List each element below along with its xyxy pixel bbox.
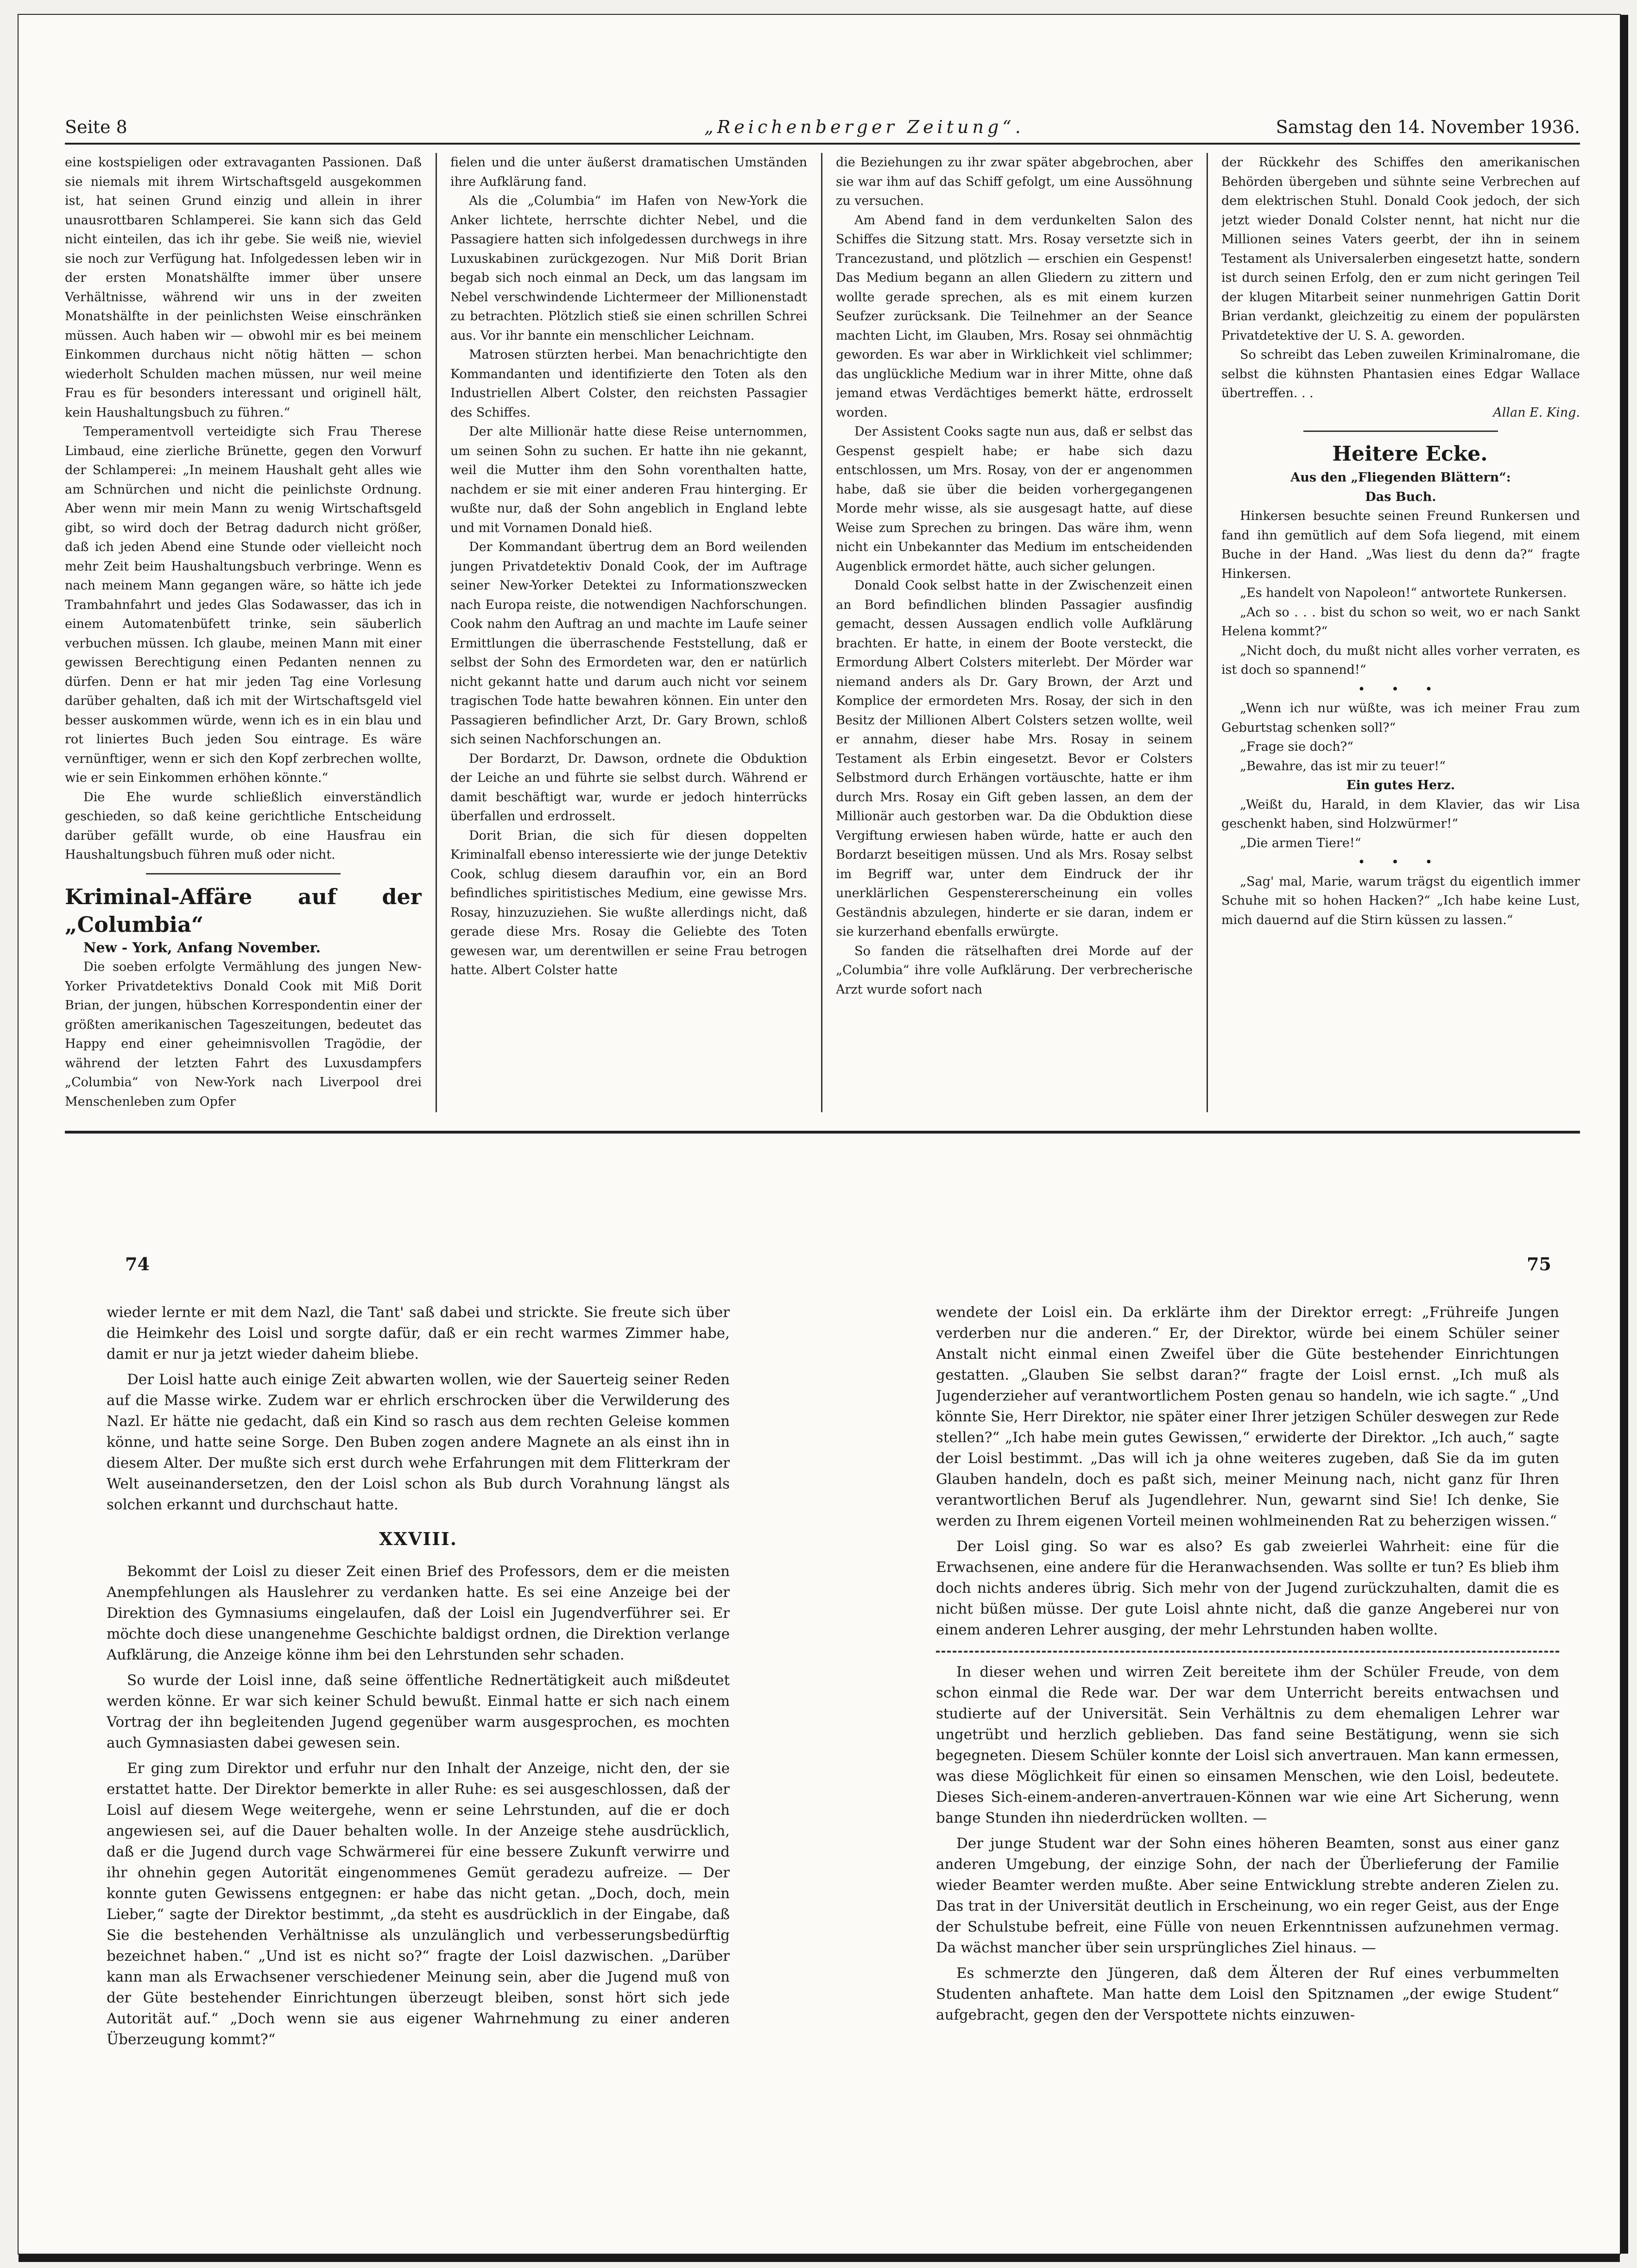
- section-source: Aus den „Fliegenden Blättern“:: [1290, 470, 1511, 485]
- article-dateline: New - York, Anfang November.: [83, 939, 321, 956]
- header-date: Samstag den 14. November 1936.: [1276, 117, 1580, 137]
- paragraph: „Sag' mal, Marie, warum trägst du eigentlich immer Schuhe mit so hohen Hacken?“ „Ich habe keine Lust, mich dauernd auf die Stirn küssen zu lassen.“: [1221, 874, 1580, 927]
- paragraph: Der Loisl ging. So war es also? Es gab zweierlei Wahrheit: eine für die Erwachsenen, eine andere für die Heranwachsenden. Was sollte er tun? Es blieb ihm doch nichts anderes übrig. Sich mehr von der Jugend zurückzuhalten, damit die es nicht büßen müsse. Der gute Loisl ahnte nicht, daß die ganze Angeberei nur von einem anderen Lehrer ausging, der mehr Lehrstunden haben wollte.: [936, 1538, 1559, 1638]
- paragraph: „Wenn ich nur wüßte, was ich meiner Frau zum Geburtstag schenken soll?“: [1221, 701, 1580, 735]
- column-rule: [821, 153, 822, 1112]
- paragraph: Der junge Student war der Sohn eines höheren Beamten, sonst aus einer ganz anderen Umgebung, der einzige Sohn, der nach der Überlieferung der Familie wieder Beamter werden mußte. Aber seine Entwicklung strebte anderen Zielen zu. Das trat in der Universität deutlich in Erscheinung, wo ein reger Geist, aus der Enge der Schulstube befreit, eine Fülle von neuen Erkenntnissen aufzunehmen vermag. Da wächst mancher über sein ursprüngliches Ziel hinaus. —: [936, 1835, 1559, 1956]
- page-header: [65, 115, 1580, 145]
- column-rule: [1207, 153, 1208, 1112]
- chapter-heading: XXVIII.: [379, 1528, 457, 1549]
- paragraph: wieder lernte er mit dem Nazl, die Tant' saß dabei und strickte. Sie freute sich über die Heimkehr des Loisl und sorgte dafür, daß er ein recht warmes Zimmer habe, damit er nur ja jetzt wieder daheim bliebe.: [107, 1304, 730, 1362]
- article-separator: [146, 873, 341, 874]
- paragraph: Der alte Millionär hatte diese Reise unternommen, um seinen Sohn zu suchen. Er hatte ihn nie gekannt, weil die Mutter ihm den Sohn vorenthalten hatte, nachdem er sie mit einer anderen Frau hinterging. Er wußte nur, daß der Sohn angeblich in England lebte und mit Vornamen Donald hieß.: [450, 424, 807, 535]
- paragraph: „Frage sie doch?“: [1240, 740, 1353, 754]
- paragraph: „Es handelt von Napoleon!“ antwortete Runkersen.: [1240, 586, 1567, 600]
- paragraph: „Nicht doch, du mußt nicht alles vorher verraten, es ist doch so spannend!“: [1221, 643, 1580, 677]
- joke-title: Das Buch.: [1365, 489, 1436, 504]
- section-divider: [65, 1131, 1580, 1134]
- paragraph: Bekommt der Loisl zu dieser Zeit einen Brief des Professors, dem er die meisten Anempfehlungen als Hauslehrer zu verdanken hatte. Es sei eine Anzeige bei der Direktion des Gymnasiums eingelaufen, daß der Loisl ein Jugendverführer sei. Er möchte doch diese unangenehme Geschichte baldigst ordnen, die Direktion verlange Aufklärung, die Anzeige könne ihm bei den Lehrstunden sehr schaden.: [107, 1563, 730, 1663]
- paragraph: Die Ehe wurde schließlich einverständlich geschieden, so daß keine gerichtliche Entscheidung darüber gefällt wurde, ob eine Hausfrau ein Haushaltungsbuch führen muß oder nicht.: [65, 790, 422, 862]
- column-1: [65, 153, 422, 1112]
- paragraph: Als die „Columbia“ im Hafen von New-York die Anker lichtete, herrschte dichter Nebel, und die Passagiere hatten sich infolgedessen durchwegs in ihre Luxuskabinen zurückgezogen. Nur Miß Dorit Brian begab sich noch einmal an Deck, um das langsam im Nebel verschwindende Lichtermeer der Millionenstadt zu betrachten. Plötzlich stieß sie einen schrillen Schrei aus. Vor ihr bannte ein menschlicher Leichnam.: [450, 194, 807, 343]
- column-2: [450, 153, 807, 1112]
- column-4: [1221, 153, 1580, 1112]
- book-page-number-left: 74: [125, 1254, 150, 1274]
- header-page-label: Seite 8: [65, 117, 127, 137]
- paragraph: So wurde der Loisl inne, daß seine öffentliche Rednertätigkeit auch mißdeutet werden könne. Er war sich keiner Schuld bewußt. Einmal hatte er sich nach einem Vortrag der ihn begleitenden Jugend gegenüber warm ausgesprochen, es mochten auch Gymnasiasten dabei gewesen sein.: [107, 1672, 730, 1751]
- article-separator: [1303, 431, 1498, 432]
- paragraph: die Beziehungen zu ihr zwar später abgebrochen, aber sie war ihm auf das Schiff gefolgt, um eine Aussöhnung zu versuchen.: [836, 155, 1193, 208]
- paragraph: wendete der Loisl ein. Da erklärte ihm der Direktor erregt: „Frühreife Jungen verderben nur die anderen.“ Er, der Direktor, würde bei einem Schüler seiner Anstalt nicht einmal einen Zweifel über die Güte bestehender Einrichtungen gestatten. „Glauben Sie selbst daran?“ fragte der Loisl ernst. „Ich muß als Jugenderzieher auf verantwortlichem Posten genau so handeln, wie ich sagte.“ „Und könnte Sie, Herr Direktor, nie später einer Ihrer jetzigen Schüler deswegen zur Rede stellen?“ „Ich habe mein gutes Gewissen,“ erwiderte der Direktor. „Ich auch,“ sagte der Loisl bestimmt. „Das will ich ja ohne weiteres zugeben, daß Sie da im guten Glauben handeln, doch es paßt sich, meiner Meinung nach, nicht ganz für Ihren verantwortlichen Beruf als Jugendlehrer. Nun, gewarnt sind Sie! Ich denke, Sie werden zu Ihrem eigenen Vorteil meinen wohlmeinenden Rat zu beherzigen wissen.“: [936, 1304, 1559, 1529]
- section-title: Heitere Ecke.: [1332, 442, 1488, 466]
- paragraph: Der Assistent Cooks sagte nun aus, daß er selbst das Gespenst gespielt habe; er habe sich dazu entschlossen, um Mrs. Rosay, von der er angenommen habe, daß sie über die beiden vorhergegangenen Morde mehr wisse, als sie ausgesagt hatte, auf diese Weise zum Sprechen zu bringen. Das wäre ihm, wenn nicht ein Unbekannter das Medium im entscheidenden Augenblick ermordet hätte, auch sicher gelungen.: [836, 424, 1193, 574]
- paragraph: Die soeben erfolgte Vermählung des jungen New-Yorker Privatdetektivs Donald Cook mit Miß Dorit Brian, der jungen, hübschen Korrespondentin einer der größten amerikanischen Tageszeitungen, bedeutet das Happy end einer geheimnisvollen Tragödie, der während der letzten Fahrt des Luxusdampfers „Columbia“ von New-York nach Liverpool drei Menschenleben zum Opfer: [65, 960, 422, 1109]
- paragraph: Der Loisl hatte auch einige Zeit abwarten wollen, wie der Sauerteig seiner Reden auf die Masse wirke. Zudem war er ehrlich erschrocken über die Verwilderung des Nazl. Er hätte nie gedacht, daß ein Kind so rasch aus dem rechten Geleise kommen könne, und hatte seine Sorge. Den Buben zogen andere Magnete an als einst ihn in diesem Alter. Der mußte sich erst durch wehe Erfahrungen mit dem Flitterkram der Welt auseinandersetzen, den der Loisl schon als Bub durch Vorahnung längst als solchen erkannt und durchschaut hatte.: [107, 1371, 730, 1513]
- article-signature: Allan E. King.: [1493, 405, 1580, 420]
- paragraph: Matrosen stürzten herbei. Man benachrichtigte den Kommandanten und identifizierte den Toten als den Industriellen Albert Colster, den reichsten Passagier des Schiffes.: [450, 348, 807, 420]
- separator-dots: • • •: [1358, 682, 1444, 697]
- joke-title: Ein gutes Herz.: [1346, 778, 1455, 792]
- book-page-left: [107, 1302, 730, 2211]
- paragraph: So fanden die rätselhaften drei Morde auf der „Columbia“ ihre volle Aufklärung. Der verbrecherische Arzt wurde sofort nach: [836, 944, 1193, 997]
- paragraph: Der Kommandant übertrug dem an Bord weilenden jungen Privatdetektiv Donald Cook, der im Auftrage seiner New-Yorker Detektei zu Informationszwecken nach Europa reiste, die notwendigen Nachforschungen. Cook nahm den Auftrag an und machte im Laufe seiner Ermittlungen die überraschende Feststellung, daß er selbst der Sohn des Ermordeten war, den er natürlich nicht gekannt hatte und darum auch nicht vor seinem tragischen Tode hatte bewahren können. Ein unter den Passagieren befindlicher Arzt, Dr. Gary Brown, schloß sich seinen Nachforschungen an.: [450, 540, 807, 747]
- paragraph: Er ging zum Direktor und erfuhr nur den Inhalt der Anzeige, nicht den, der sie erstattet hatte. Der Direktor bemerkte in aller Ruhe: es sei ausgeschlossen, daß der Loisl auf diesem Wege weitergehe, wenn er seine Lehrstunden, auf die er doch angewiesen sei, auf die Dauer behalten wolle. In der Anzeige stehe ausdrücklich, daß er die Jugend durch vage Schwärmerei für eine bessere Zukunft verwirre und ihr ohnehin gegen Autorität eingenommenes Gemüt geradezu aufreize. — Der konnte guten Gewissens entgegnen: er habe das nicht getan. „Doch, doch, mein Lieber,“ sagte der Direktor bestimmt, „da steht es ausdrücklich in der Eingabe, daß Sie die bestehenden Verhältnisse als unzulänglich und verbesserungsbedürftig bezeichnet haben.“ „Und ist es nicht so?“ fragte der Loisl dazwischen. „Darüber kann man als Erwachsener verschiedener Meinung sein, aber die Jugend muß von der Güte bestehender Einrichtungen überzeugt bleiben, sonst hört sich jede Autorität auf.“ „Doch wenn sie aus eigener Wahrnehmung zu einer anderen Überzeugung kommt?“: [107, 1760, 730, 2048]
- paragraph: In dieser wehen und wirren Zeit bereitete ihm der Schüler Freude, von dem schon einmal die Rede war. Der war dem Unterricht bereits entwachsen und studierte auf der Universität. Sein Verhältnis zu dem ehemaligen Lehrer war ungetrübt und herzlich geblieben. Das fand seine Bestätigung, wenn sie sich begegneten. Diesem Schüler konnte der Loisl sich anvertrauen. Man kann ermessen, was diese Möglichkeit für einen so einsamen Menschen, wie den Loisl, bedeutete. Dieses Sich-einem-anderen-anvertrauen-Können war wie eine Art Sicherung, wenn bange Stunden ihn niederdrücken wollten. —: [936, 1664, 1559, 1826]
- paragraph: eine kostspieligen oder extravaganten Passionen. Daß sie niemals mit ihrem Wirtschaftsgeld ausgekommen ist, hat seinen Grund einzig und allein in ihrer unausrottbaren Schlamperei. Sie kann sich das Geld nicht einteilen, das ich ihr gebe. Sie weiß nie, wieviel sie noch zur Verfügung hat. Infolgedessen leben wir in der ersten Monatshälfte immer über unsere Verhältnisse, während wir uns in der zweiten Monatshälfte in der peinlichsten Weise einschränken müssen. Auch haben wir — obwohl mir es bei meinem Einkommen durchaus nicht nötig hätten — schon wiederholt Schulden machen müssen, nur weil meine Frau es für besonders interessant und originell hält, kein Haushaltungsbuch zu führen.“: [65, 155, 422, 420]
- paragraph: „Weißt du, Harald, in dem Klavier, das wir Lisa geschenkt haben, sind Holzwürmer!“: [1221, 797, 1580, 831]
- paragraph: der Rückkehr des Schiffes den amerikanischen Behörden übergeben und sühnte seine Verbrechen auf dem elektrischen Stuhl. Donald Cook jedoch, der sich jetzt wieder Donald Colster nennt, hat nicht nur die Millionen seines Vaters geerbt, der ihn in seinem Testament als Universalerben eingesetzt hatte, sondern ist durch seinen Erfolg, den er zum nicht geringen Teil der klugen Mitarbeit seiner nunmehrigen Gattin Dorit Brian verdankt, gleichzeitig zu einem der populärsten Privatdetektive der U. S. A. geworden.: [1221, 155, 1580, 343]
- paragraph: Der Bordarzt, Dr. Dawson, ordnete die Obduktion der Leiche an und führte sie selbst durch. Während er damit beschäftigt war, wurde er jedoch hinterrücks überfallen und erdrosselt.: [450, 751, 807, 824]
- paragraph: fielen und die unter äußerst dramatischen Umständen ihre Aufklärung fand.: [450, 155, 807, 189]
- paragraph: So schreibt das Leben zuweilen Kriminalromane, die selbst die kühnsten Phantasien eines Edgar Wallace übertreffen. . .: [1221, 348, 1580, 400]
- paragraph: Es schmerzte den Jüngeren, daß dem Älteren der Ruf eines verbummelten Studenten anhaftete. Man hatte dem Loisl den Spitznamen „der ewige Student“ aufgebracht, gegen den der Verspottete nichts einzuwen-: [936, 1965, 1559, 2023]
- paragraph: „Ach so . . . bist du schon so weit, wo er nach Sankt Helena kommt?“: [1221, 605, 1580, 639]
- book-page-number-right: 75: [1527, 1254, 1551, 1274]
- section-divider: [936, 1651, 1559, 1653]
- paragraph: Hinkersen besuchte seinen Freund Runkersen und fand ihn gemütlich auf dem Sofa liegend, mit einem Buche in der Hand. „Was liest du denn da?“ fragte Hinkersen.: [1221, 509, 1580, 581]
- column-rule: [436, 153, 437, 1112]
- header-newspaper-title: „Reichenberger Zeitung“.: [704, 117, 1024, 137]
- paragraph: „Bewahre, das ist mir zu teuer!“: [1240, 759, 1446, 773]
- paragraph: Dorit Brian, die sich für diesen doppelten Kriminalfall ebenso interessierte wie der junge Detektiv Cook, schlug diesem daraufhin vor, ein an Bord befindliches spiritistisches Medium, eine gewisse Mrs. Rosay, hinzuzuziehen. Sie wußte allerdings nicht, daß gerade diese Mrs. Rosay die Geliebte des Toten gewesen war, um derentwillen er seine Frau betrogen hatte. Albert Colster hatte: [450, 828, 807, 977]
- paragraph: Temperamentvoll verteidigte sich Frau Therese Limbaud, eine zierliche Brünette, gegen den Vorwurf der Schlamperei: „In meinem Haushalt geht alles wie am Schnürchen und nicht die peinlichste Ordnung. Aber wenn mir mein Mann zu wenig Wirtschaftsgeld gibt, so wird doch der Betrag dadurch nicht größer, daß ich jeden Abend eine Stunde oder vielleicht noch mehr Zeit beim Haushaltungsbuch verbringe. Wenn es nach meinem Mann gegangen wäre, so hätte ich jede Trambahnfahrt und jedes Glas Sodawasser, das ich in einem Automatenbüfett trinke, sein säuberlich verbuchen müssen. Ich glaube, meinen Mann mit einer gewissen Berechtigung einen Pedanten nennen zu dürfen. Denn er hat mir jeden Tag eine Vorlesung darüber gehalten, daß ich mit der Wirtschaftsgeld viel besser auskommen würde, wenn ich es in ein blau und rot liniertes Buch jeden Sou eintrage. Es wäre vernünftiger, wenn er sich den Kopf zerbrechen wollte, wie er sein Einkommen erhöhen könnte.“: [65, 424, 422, 785]
- paragraph: Am Abend fand in dem verdunkelten Salon des Schiffes die Sitzung statt. Mrs. Rosay versetzte sich in Trancezustand, und plötzlich — erschien ein Gespenst! Das Medium begann an allen Gliedern zu zittern und wollte gerade sprechen, als es mit einem kurzen Seufzer zurücksank. Die Teilnehmer an der Seance machten Licht, im Glauben, Mrs. Rosay sei ohnmächtig geworden. Es war aber in Wirklichkeit viel schlimmer; das unglückliche Medium war in ihrer Mitte, ohne daß jemand etwas Verdächtiges bemerkt hätte, erdrosselt worden.: [836, 213, 1193, 420]
- separator-dots: • • •: [1358, 855, 1444, 869]
- article-headline: Kriminal-Affäre auf der „Columbia“: [65, 884, 422, 937]
- book-page-right: [936, 1302, 1559, 2211]
- newspaper-columns: [65, 153, 1580, 1117]
- paragraph: Donald Cook selbst hatte in der Zwischenzeit einen an Bord befindlichen blinden Passagier ausfindig gemacht, dessen Aussagen endlich volle Aufklärung brachten. Er hatte, in einem der Boote versteckt, die Ermordung Albert Colsters miterlebt. Der Mörder war niemand anders als Dr. Gary Brown, der Arzt und Komplice der ermordeten Mrs. Rosay, der sich in den Besitz der Millionen Albert Colsters setzen wollte, weil er annahm, dieser habe Mrs. Rosay in seinem Testament als Erbin eingesetzt. Bevor er Colsters Selbstmord durch Erhängen vortäuschte, hatte er ihm durch Mrs. Rosay ein Gift geben lassen, an dem der Millionär auch gestorben war. Da die Obduktion diese Vergiftung erwiesen haben würde, hatte er auch den Bordarzt beseitigen müssen. Und als Mrs. Rosay selbst im Begriff war, unter dem Eindruck der ihr unerklärlichen Gespenstererscheinung ein volles Geständnis abzulegen, hinderte er sie daran, indem er sie kurzerhand ebenfalls erwürgte.: [836, 578, 1193, 939]
- column-3: [836, 153, 1193, 1112]
- paragraph: „Die armen Tiere!“: [1240, 836, 1361, 850]
